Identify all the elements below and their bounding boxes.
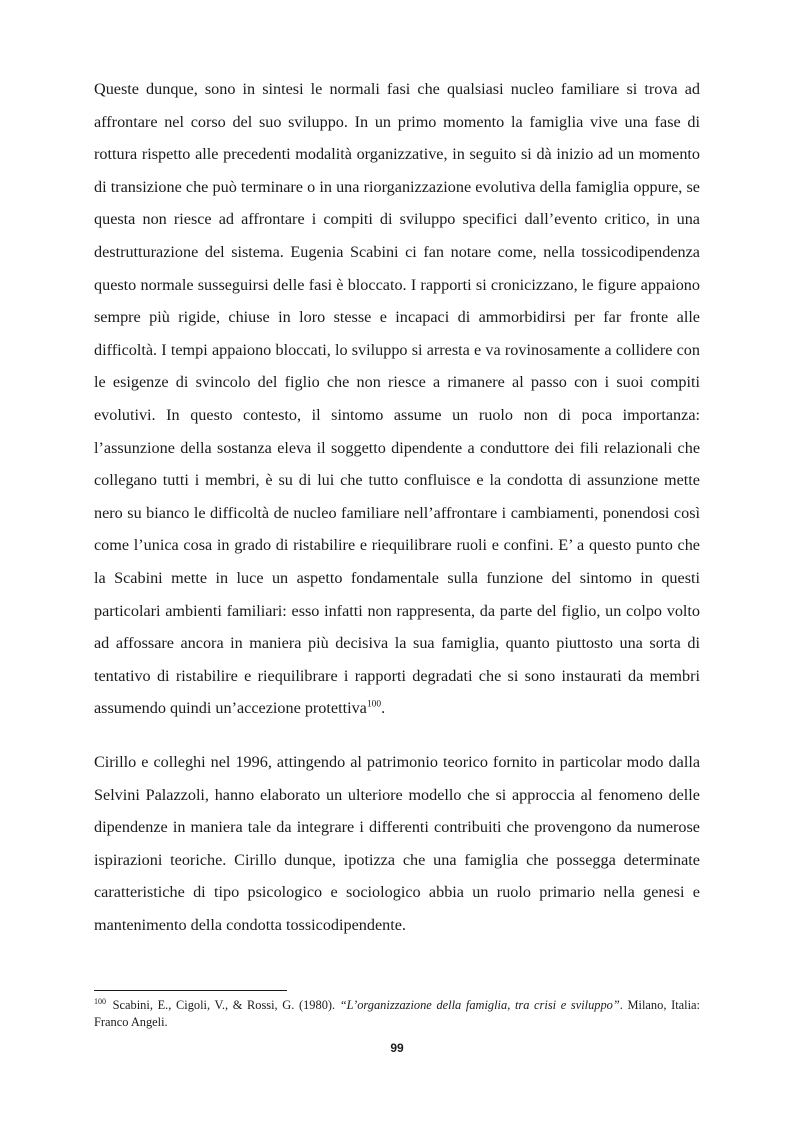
page-number: 99 bbox=[390, 1041, 404, 1055]
body-paragraph-1 bbox=[94, 73, 700, 725]
paragraph-1-end: . bbox=[381, 699, 386, 718]
paragraph-2-text: Cirillo e colleghi nel 1996, attingendo al patrimonio teorico fornito in particolar modo dalla Selvini Palazzoli, hanno elaborato un ulteriore modello che si approccia al fenomeno delle dipendenze in maniera tale da integrare i differenti contribuiti che provengono da numerose ispirazioni teoriche. Cirillo dunque, ipotizza che una famiglia che possegga determinate caratteristiche di tipo psicologico e sociologico abbia un ruolo primario nella genesi e mantenimento della condotta tossicodipendente. bbox=[94, 753, 700, 934]
footnote-number: 100 bbox=[94, 996, 106, 1006]
footnote-authors: Scabini, E., Cigoli, V., & Rossi, G. (1980). bbox=[112, 998, 336, 1012]
paragraph-1-text: Queste dunque, sono in sintesi le normali fasi che qualsiasi nucleo familiare si trova ad affrontare nel corso del suo sviluppo. In un primo momento la famiglia vive una fase di rottura rispetto alle precedenti modalità organizzative, in seguito si dà inizio ad un momento di transizione che può terminare o in una riorganizzazione evolutiva della famiglia oppure, se questa non riesce ad affrontare i compiti di sviluppo specifici dall’evento critico, in una destrutturazione del sistema. Eugenia Scabini ci fan notare come, nella tossicodipendenza questo normale susseguirsi delle fasi è bloccato. I rapporti si cronicizzano, le figure appaiono sempre più rigide, chiuse in loro stesse e incapaci di ammorbidirsi per far fronte alle difficoltà. I tempi appaiono bloccati, lo sviluppo si arresta e va rovinosamente a collidere con le esigenze di svincolo del figlio che non riesce a rimanere al passo con i suoi compiti evolutivi. In questo contesto, il sintomo assume un ruolo non di poca importanza: l’assunzione della sostanza eleva il soggetto dipendente a conduttore dei fili relazionali che collegano tutti i membri, è su di lui che tutto confluisce e la condotta di assunzione mette nero su bianco le difficoltà de nucleo familiare nell’affrontare i cambiamenti, ponendosi così come l’unica cosa in grado di ristabilire e riequilibrare ruoli e confini. E’ a questo punto che la Scabini mette in luce un aspetto fondamentale sulla funzione del sintomo in questi particolari ambienti familiari: esso infatti non rappresenta, da parte del figlio, un colpo volto ad affossare ancora in maniera più decisiva la sua famiglia, quanto piuttosto una sorta di tentativo di ristabilire e riequilibrare i rapporti degradati che si sono instaurati da membri assumendo quindi un’accezione protettiva bbox=[94, 80, 700, 718]
footnote bbox=[94, 997, 700, 1031]
footnote-reference: 100 bbox=[366, 699, 382, 710]
footnote-separator bbox=[94, 990, 287, 991]
footnote-title: “L’organizzazione della famiglia, tra crisi e sviluppo” bbox=[339, 998, 620, 1012]
footnote-publisher: . Milano, Italia: Franco Angeli. bbox=[94, 998, 700, 1029]
body-paragraph-2 bbox=[94, 746, 700, 942]
